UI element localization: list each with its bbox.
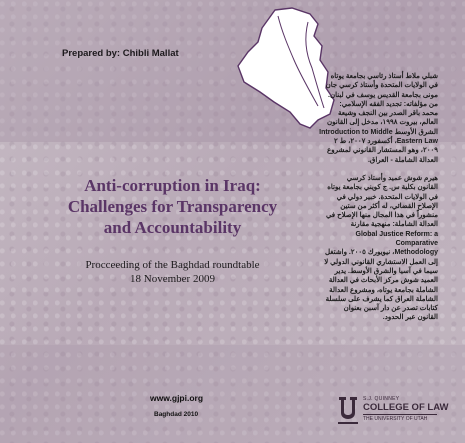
bio2-line: العميد شوش مركز الأبحاث في العدالة: [328, 277, 438, 285]
bio1-line: في الولايات المتحدة وأستاذ كرسي جان: [325, 82, 438, 90]
bio2-line: إلى العمل الاستشاري القانوني الدولي لا: [324, 258, 438, 266]
bio1-line: الشرق الأوسط Introduction to Middle: [319, 128, 438, 136]
bio1-line: العالم، بيروت ١٩٩٨، مدخل إلى القانون: [327, 119, 438, 127]
bio2-line: هيرم شوش عميد وأستاذ كرسي: [346, 175, 438, 182]
bio2-line: في الولايات المتحدة. خبير دولي في: [336, 193, 438, 201]
bio2-line: كتابات تصدر عن دار آسبن بعنوان: [343, 305, 438, 313]
bio1-line: ٢٠٠٩، وهو المستشار القانوني لمشروع: [327, 147, 438, 155]
logo-main-text: COLLEGE OF LAW: [363, 402, 449, 413]
cover-title: [35, 175, 310, 238]
bio1-line: من مؤلفاته: تجديد الفقه الإسلامي:: [339, 100, 438, 108]
subtitle-line-2: 18 November 2009: [130, 273, 215, 285]
prepared-by: Prepared by: Chibli Mallat: [62, 48, 179, 59]
place-year: Baghdad 2010: [154, 411, 199, 418]
author-bio-mallat: [318, 72, 438, 190]
bio2-line: القانون عبر الحدود.: [382, 314, 438, 322]
bio1-line: شبلي ملاط أستاذ رئاسي بجامعة يوتاه: [330, 73, 438, 80]
bio2-line: الشاملة بجامعة يوتاه، ومشروع العدالة: [329, 286, 438, 294]
bio1-line: محمد باقر الصدر بين النجف وشيعة: [337, 110, 438, 118]
logo-university-text: THE UNIVERSITY OF UTAH: [363, 416, 428, 422]
author-bio-schoch: [318, 174, 438, 344]
cover-subtitle: [35, 258, 310, 286]
bio2-line: منشوراً في هذا المجال منها الإصلاح في: [325, 212, 438, 220]
bottom-band: [0, 345, 465, 443]
bio2-line: Global Justice Reform: a Comparative: [355, 230, 438, 248]
bio2-line: الإصلاح القضائي، له أكثر من ستين: [340, 202, 438, 210]
title-line-3: and Accountability: [103, 218, 242, 237]
bio2-line: القانون بكلية س. ج كويني بجامعة يوتاه: [327, 184, 438, 192]
logo-divider: [363, 414, 437, 415]
title-line-2: Challenges for Transparency: [67, 197, 278, 216]
university-u-logo-icon: [337, 395, 359, 425]
subtitle-line-1: Procceeding of the Baghdad roundtable: [85, 259, 260, 271]
bio2-line: الشاملة العراق كما يشرف على سلسلة: [325, 295, 438, 303]
website-link[interactable]: www.gjpi.org: [150, 393, 204, 403]
logo-top-text: S.J. QUINNEY: [363, 396, 400, 402]
title-line-1: Anti-corruption in Iraq:: [84, 176, 261, 195]
bio1-line: العدالة الشاملة - العراق.: [367, 156, 438, 164]
bio2-line: العدالة الشاملة: منهجية مقارنة: [350, 221, 438, 229]
bio1-line: مونى بجامعة القديس يوسف في لبنان.: [328, 91, 438, 99]
bio1-line: Eastern Law، أكسفورد ٢٠٠٧، ط ٢: [333, 138, 438, 146]
college-logo: [363, 396, 449, 422]
bio2-line: سيما في آسيا والشرق الأوسط. يدير: [334, 267, 438, 275]
bio2-line: Methodology، نيويورك ٢٠٠٥. واشتغل: [324, 249, 438, 257]
